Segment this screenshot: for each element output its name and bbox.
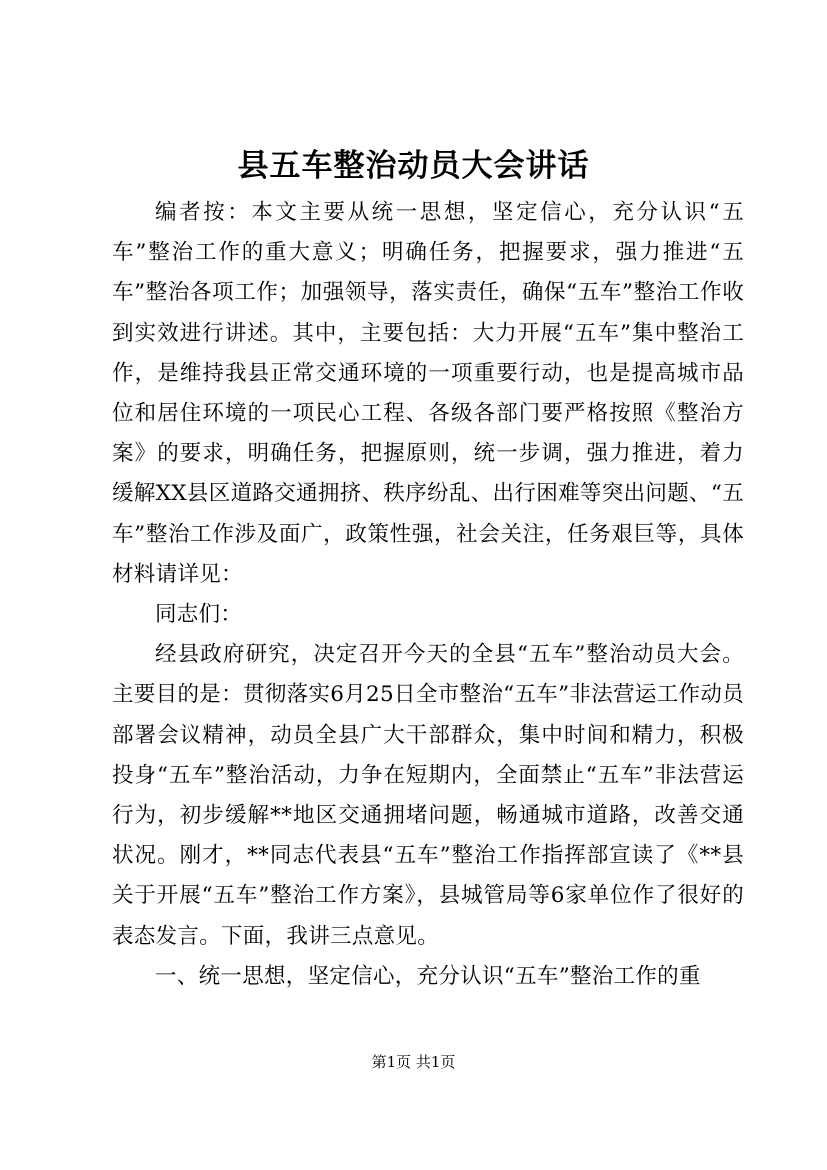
salutation-paragraph: 同志们： (155, 602, 243, 628)
editor-note-paragraph: 编者按：本文主要从统一思想，坚定信心，充分认识“五车”整治工作的重大意义；明确任务，把握要求，强力推进“五车”整治各项工作；加强领导，落实责任，确保“五车”整治工作收到实效进行讲述。其中，主要包括：大力开展“五车”集中整治工作，是维持我县正常交通环境的一项重要行动，也是提高城市品位和居住环境的一项民心工程、各级各部门要严格按照《整治方案》的要求，明确任务，把握原则，统一步调，强力推进，着力缓解XX县区道路交通拥挤、秩序纷乱、出行困难等突出问题、“五车”整治工作涉及面广，政策性强，社会关注，任务艰巨等，具体材料请详见： (112, 200, 744, 587)
body-paragraph: 经县政府研究，决定召开今天的全县“五车”整治动员大会。主要目的是：贯彻落实6月25日全市整治“五车”非法营运工作动员部署会议精神，动员全县广大干部群众，集中时间和精力，积极投身“五车”整治活动，力争在短期内，全面禁止“五车”非法营运行为，初步缓解**地区交通拥堵问题，畅通城市道路，改善交通状况。刚才，**同志代表县“五车”整治工作指挥部宣读了《**县关于开展“五车”整治工作方案》，县城管局等6家单位作了很好的表态发言。下面，我讲三点意见。 (112, 642, 744, 949)
section-heading-paragraph: 一、统一思想，坚定信心，充分认识“五车”整治工作的重 (155, 963, 701, 989)
document-title: 县五车整治动员大会讲话 (237, 148, 590, 184)
document-body (112, 193, 744, 997)
page-footer: 第1页 共1页 (371, 1053, 456, 1071)
